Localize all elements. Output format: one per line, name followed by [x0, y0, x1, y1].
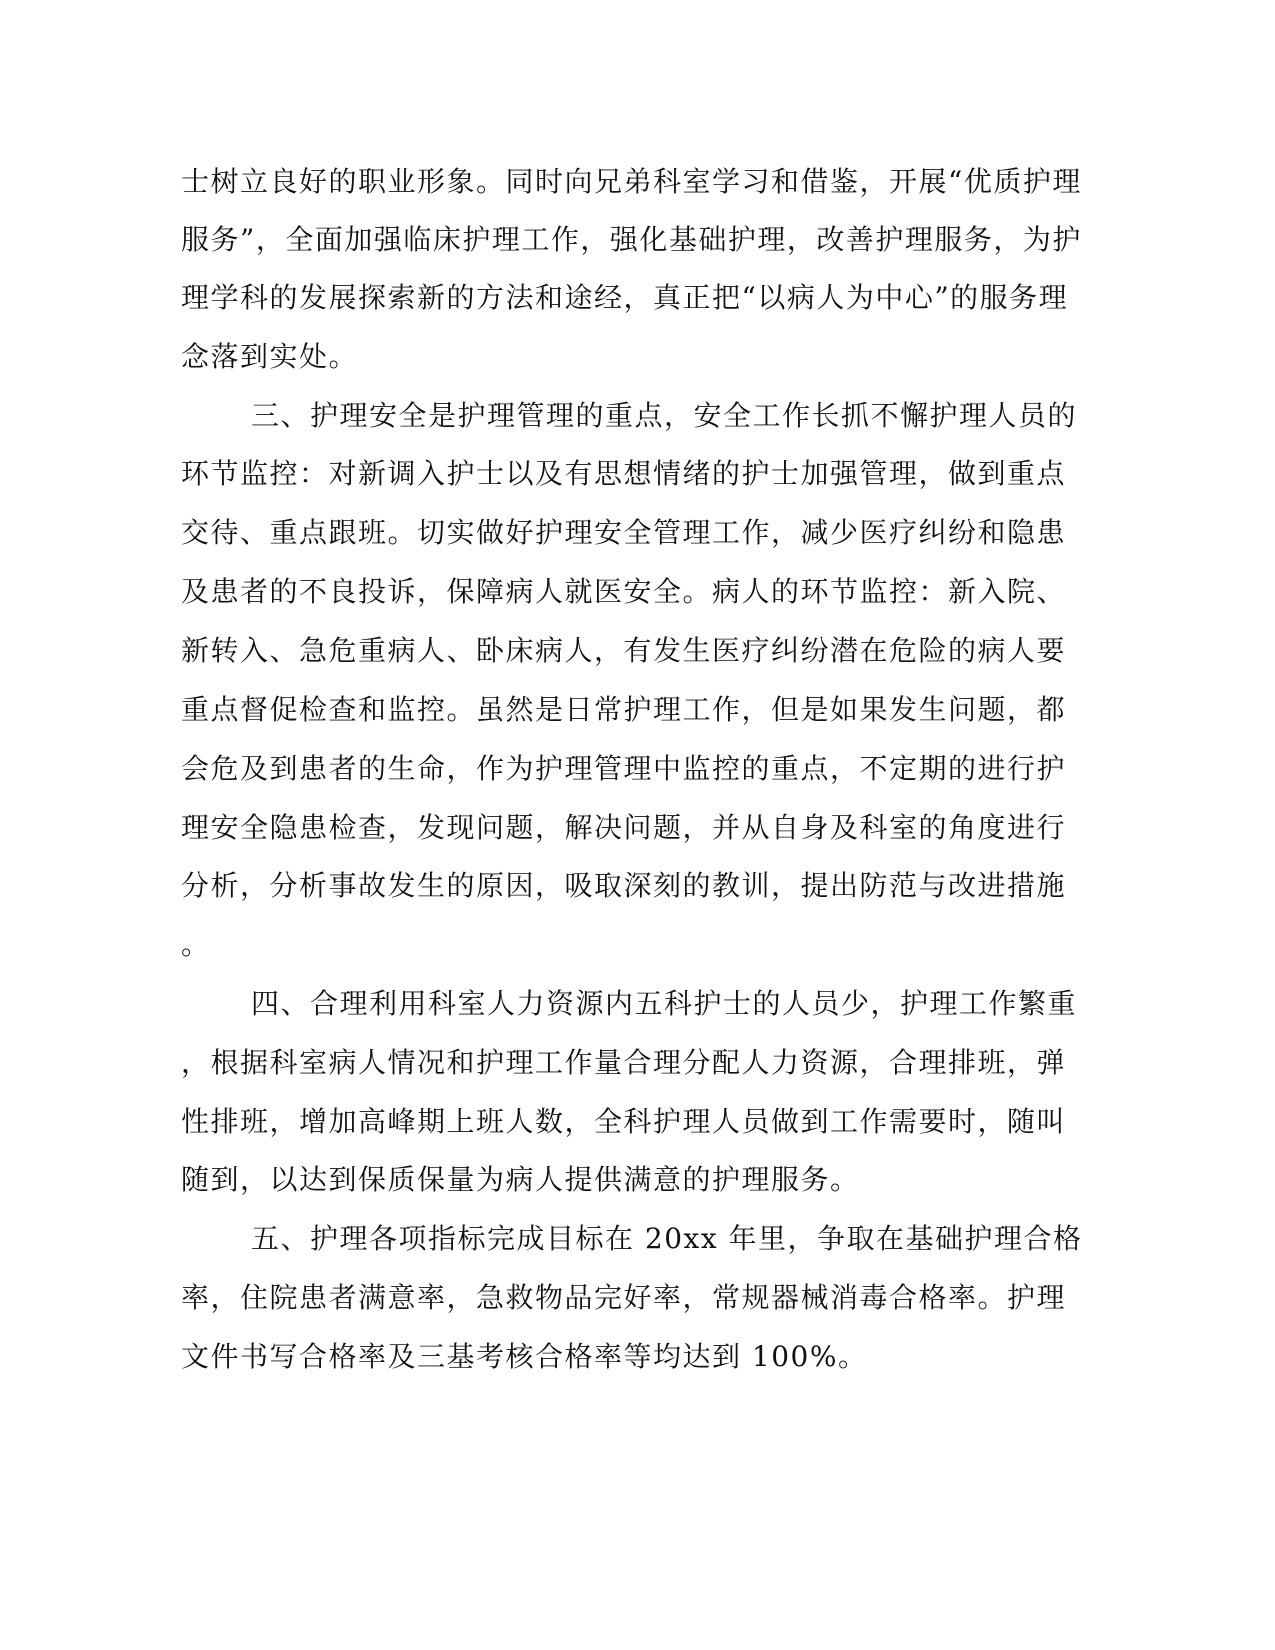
- paragraph-4-heading-line: 四、合理利用科室人力资源内五科护士的人员少，护理工作繁重: [251, 987, 1078, 1020]
- text-line: 士树立良好的职业形象。同时向兄弟科室学习和借鉴，开展“优质护理: [181, 165, 1082, 198]
- text-line: 会危及到患者的生命，作为护理管理中监控的重点，不定期的进行护: [181, 752, 1067, 785]
- paragraph-5-heading-line: 五、护理各项指标完成目标在 20xx 年里，争取在基础护理合格: [251, 1222, 1083, 1255]
- text-line: 及患者的不良投诉，保障病人就医安全。病人的环节监控：新入院、: [181, 575, 1067, 608]
- text-line: 新转入、急危重病人、卧床病人，有发生医疗纠纷潜在危险的病人要: [181, 634, 1067, 667]
- text-line: 。: [181, 928, 211, 961]
- text-line: 随到，以达到保质保量为病人提供满意的护理服务。: [181, 1163, 860, 1196]
- text-line: 重点督促检查和监控。虽然是日常护理工作，但是如果发生问题，都: [181, 693, 1067, 726]
- text-line: 文件书写合格率及三基考核合格率等均达到 100%。: [181, 1340, 868, 1373]
- paragraph-3-heading-line: 三、护理安全是护理管理的重点，安全工作长抓不懈护理人员的: [251, 399, 1078, 432]
- text-line: 分析，分析事故发生的原因，吸取深刻的教训，提出防范与改进措施: [181, 869, 1067, 902]
- text-line: 交待、重点跟班。切实做好护理安全管理工作，减少医疗纠纷和隐患: [181, 516, 1067, 549]
- text-line: 性排班，增加高峰期上班人数，全科护理人员做到工作需要时，随叫: [181, 1105, 1067, 1138]
- text-line: 环节监控：对新调入护士以及有思想情绪的护士加强管理，做到重点: [181, 457, 1067, 490]
- text-line: ，根据科室病人情况和护理工作量合理分配人力资源，合理排班，弹: [181, 1046, 1067, 1079]
- text-line: 服务”，全面加强临床护理工作，强化基础护理，改善护理服务，为护: [181, 223, 1082, 256]
- text-line: 理安全隐患检查，发现问题，解决问题，并从自身及科室的角度进行: [181, 811, 1067, 844]
- text-line: 率，住院患者满意率，急救物品完好率，常规器械消毒合格率。护理: [181, 1281, 1067, 1314]
- text-line: 念落到实处。: [181, 340, 359, 373]
- text-line: 理学科的发展探索新的方法和途经，真正把“以病人为中心”的服务理: [181, 281, 1069, 314]
